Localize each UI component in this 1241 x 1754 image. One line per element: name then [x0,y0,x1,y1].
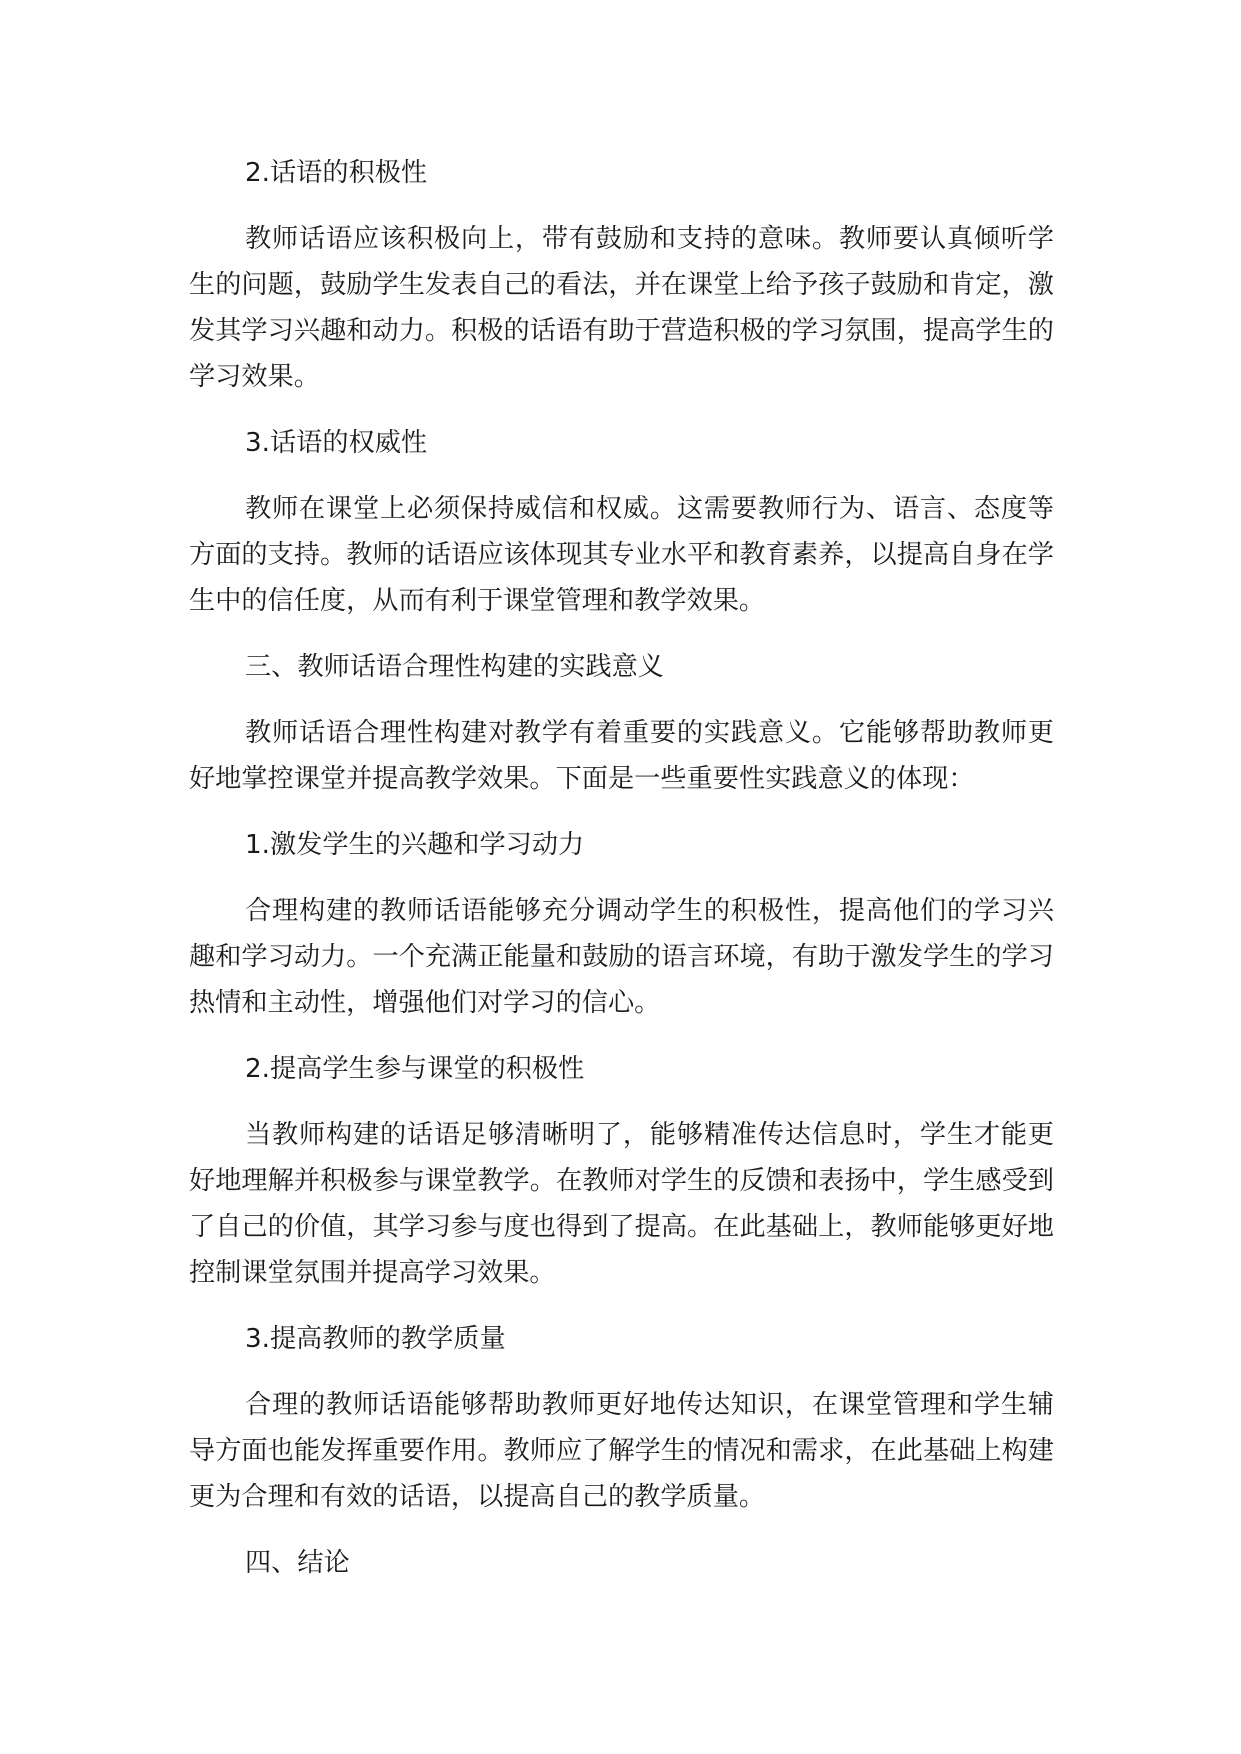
document-page [189,150,1054,1606]
paragraph-discourse-authority: 教师在课堂上必须保持威信和权威。这需要教师行为、语言、态度等方面的支持。教师的话语应该体现其专业水平和教育素养，以提高自身在学生中的信任度，从而有利于课堂管理和教学效果。 [189,494,1054,616]
paragraph-stimulate-interest: 合理构建的教师话语能够充分调动学生的积极性，提高他们的学习兴趣和学习动力。一个充满正能量和鼓励的语言环境，有助于激发学生的学习热情和主动性，增强他们对学习的信心。 [189,896,1054,1018]
section-heading-participation: 2.提高学生参与课堂的积极性 [245,1054,585,1084]
paragraph-teaching-quality: 合理的教师话语能够帮助教师更好地传达知识，在课堂管理和学生辅导方面也能发挥重要作用。教师应了解学生的情况和需求，在此基础上构建更为合理和有效的话语，以提高自己的教学质量。 [189,1390,1054,1512]
paragraph-practical-significance: 教师话语合理性构建对教学有着重要的实践意义。它能够帮助教师更好地掌控课堂并提高教学效果。下面是一些重要性实践意义的体现： [189,718,1054,794]
paragraph-discourse-positivity: 教师话语应该积极向上，带有鼓励和支持的意味。教师要认真倾听学生的问题，鼓励学生发表自己的看法，并在课堂上给予孩子鼓励和肯定，激发其学习兴趣和动力。积极的话语有助于营造积极的学习氛围，提高学生的学习效果。 [189,224,1054,392]
section-heading-discourse-positivity: 2.话语的积极性 [245,158,428,188]
section-heading-stimulate-interest: 1.激发学生的兴趣和学习动力 [245,830,585,860]
section-heading-teaching-quality: 3.提高教师的教学质量 [245,1324,506,1354]
paragraph-participation: 当教师构建的话语足够清晰明了，能够精准传达信息时，学生才能更好地理解并积极参与课堂教学。在教师对学生的反馈和表扬中，学生感受到了自己的价值，其学习参与度也得到了提高。在此基础上，教师能够更好地控制课堂氛围并提高学习效果。 [189,1120,1054,1288]
chapter-heading-conclusion: 四、结论 [245,1548,350,1578]
section-heading-discourse-authority: 3.话语的权威性 [245,428,428,458]
chapter-heading-practical-significance: 三、教师话语合理性构建的实践意义 [245,652,664,682]
